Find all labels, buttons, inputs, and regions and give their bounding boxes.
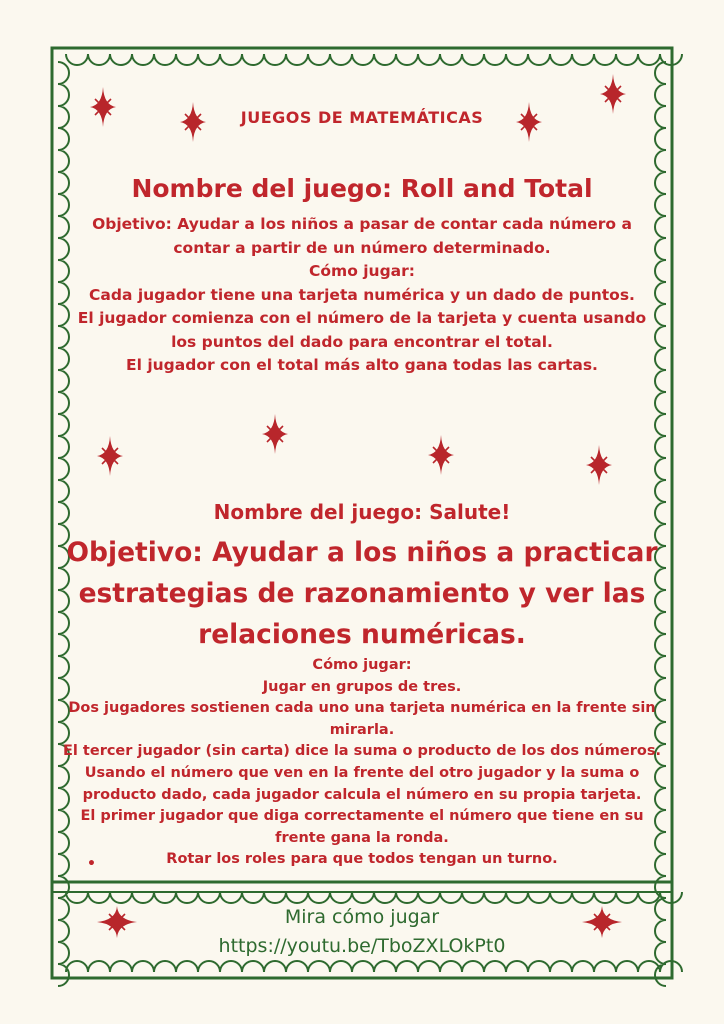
game1-rule-line: El jugador con el total más alto gana todas las cartas. [126, 356, 598, 374]
video-link[interactable]: https://youtu.be/TboZXLOkPt0 [218, 935, 506, 957]
page-title: JUEGOS DE MATEMÁTICAS [240, 108, 484, 127]
game1-how-to-label: Cómo jugar: [309, 262, 415, 280]
sparkle-star-icon [426, 433, 456, 477]
game2-objective [0, 532, 724, 655]
game2-rules [0, 655, 724, 871]
sparkle-star-icon [584, 443, 614, 487]
game1-rule-line: los puntos del dado para encontrar el total. [171, 332, 553, 351]
game2-rule-line: El tercer jugador (sin carta) dice la suma o producto de los dos números. [63, 743, 661, 760]
game2-objective-line: Objetivo: Ayudar a los niños a practicar [66, 537, 658, 568]
game2-rule-line: Jugar en grupos de tres. [262, 678, 462, 695]
game2-rule-line: mirarla. [329, 721, 395, 738]
game2-rule-line: producto dado, cada jugador calcula el número en su propia tarjeta. [82, 786, 642, 803]
sparkle-star-icon [95, 434, 125, 478]
game2-title: Nombre del juego: Salute! [213, 500, 511, 524]
sparkle-star-icon [260, 412, 290, 456]
game2-rule-line: Rotar los roles para que todos tengan un turno. [166, 851, 558, 868]
game1-objective-line: Objetivo: Ayudar a los niños a pasar de contar cada número a [92, 215, 632, 233]
game1-title: Nombre del juego: Roll and Total [131, 174, 593, 203]
game2-rule-line: El primer jugador que diga correctamente el número que tiene en su [80, 808, 644, 825]
game2-rule-line: frente gana la ronda. [275, 829, 449, 846]
game2-objective-line: estrategias de razonamiento y ver las [78, 578, 646, 609]
game1-objective [0, 213, 724, 378]
game1-rule-line: El jugador comienza con el número de la tarjeta y cuenta usando [77, 309, 647, 327]
game2-rule-line: Dos jugadores sostienen cada uno una tarjeta numérica en la frente sin [68, 700, 656, 717]
game2-objective-line: relaciones numéricas. [198, 619, 526, 650]
game2-rule-line: Usando el número que ven en la frente del otro jugador y la suma o [84, 764, 640, 781]
watch-label: Mira cómo jugar [284, 906, 440, 928]
game2-how-to-label: Cómo jugar: [312, 657, 412, 673]
game1-rule-line: Cada jugador tiene una tarjeta numérica y un dado de puntos. [89, 285, 635, 304]
bullet-marker: • [87, 856, 96, 872]
game1-objective-line: contar a partir de un número determinado. [173, 238, 551, 257]
